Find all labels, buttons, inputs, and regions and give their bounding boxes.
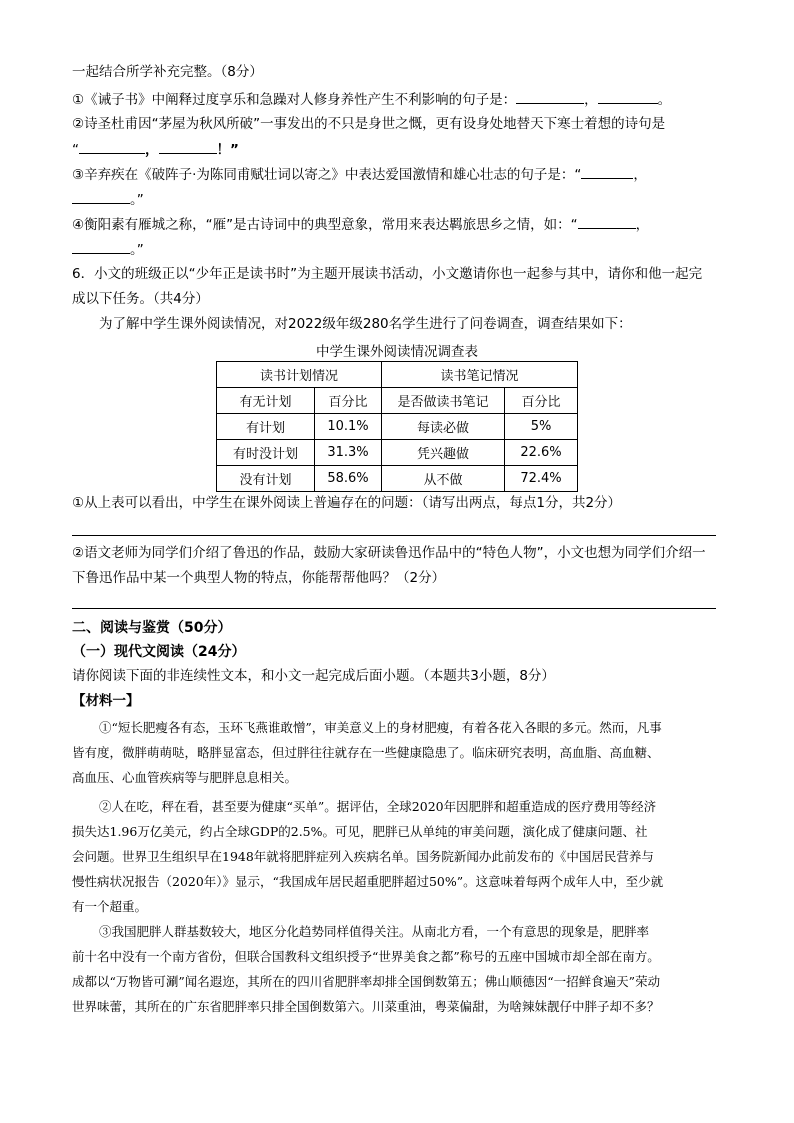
table-cell: 22.6% — [505, 440, 578, 466]
table-subheader-row — [217, 388, 578, 414]
q5-item-3 — [72, 164, 647, 185]
table-cell: 31.3% — [315, 440, 382, 466]
terminator: 。 — [657, 92, 672, 108]
q5-item-4-answer — [72, 239, 144, 260]
table-row — [217, 414, 578, 440]
q6-stem-line-2: 成以下任务。（共4分） — [72, 291, 209, 307]
separator: ， — [145, 142, 159, 158]
table-header-reading-notes: 读书笔记情况 — [382, 362, 578, 388]
material-paragraph-3-line: 成都以“万物皆可涮”闻名遐迩，其所在的四川省肥胖率却排全国倒数第五；佛山顺德因“一招鲜食遍天”荣动 — [72, 974, 661, 989]
answer-blank[interactable] — [79, 139, 145, 154]
answer-blank[interactable] — [578, 214, 636, 229]
material-paragraph-2-line: 慢性病状况报告（2020年）》显示，“我国成年居民超重肥胖超过50%”。这意味着每两个成年人中，至少就 — [72, 874, 664, 889]
material-paragraph-2-line: 会问题。世界卫生组织早在1948年就将肥胖症列入疾病名单。国务院新闻办此前发布的《中国居民营养与 — [72, 849, 654, 864]
table-header-reading-plan: 读书计划情况 — [217, 362, 382, 388]
q5-item-3-answer — [72, 189, 144, 210]
table-row — [217, 466, 578, 492]
table-col-percent: 百分比 — [505, 388, 578, 414]
separator: ， — [584, 92, 598, 108]
material-paragraph-2-line: 损失达1.96万亿美元，约占全球GDP的2.5%。可见，肥胖已从单纯的审美问题，演化成了健康问题、社 — [72, 824, 648, 839]
table-cell: 从不做 — [382, 466, 505, 492]
material-paragraph-1-line: 高血压、心血管疾病等与肥胖息息相关。 — [72, 770, 298, 785]
table-cell: 每读必做 — [382, 414, 505, 440]
material-paragraph-3-line: 前十名中没有一个南方省份，但联合国教科文组织授予“世界美食之都”称号的五座中国城市却全部在南方。 — [72, 949, 660, 964]
q5-intro-line: 一起结合所学补充完整。（8分） — [72, 64, 263, 80]
q5-item-1-text: ①《诫子书》中阐释过度享乐和急躁对人修身养性产生不利影响的句子是： — [72, 92, 517, 108]
quote-open: “ — [72, 142, 79, 158]
table-cell: 58.6% — [315, 466, 382, 492]
q5-item-2-answer — [72, 139, 239, 160]
q6-stem-line-1: 6．小文的班级正以“少年正是读书时”为主题开展读书活动，小文邀请你也一起参与其中，请你和他一起完 — [72, 266, 703, 282]
answer-line[interactable] — [72, 535, 716, 536]
q5-item-4-text: ④衡阳素有雁城之称，“雁”是古诗词中的典型意象，常用来表达羁旅思乡之情，如：“ — [72, 217, 578, 233]
answer-blank[interactable] — [159, 139, 217, 154]
table-cell: 没有计划 — [217, 466, 315, 492]
material-paragraph-2-line: 有一个超重。 — [72, 899, 148, 914]
q5-item-4 — [72, 214, 649, 235]
q6-sub-question-2-line-1: ②语文老师为同学们介绍了鲁迅的作品，鼓励大家研读鲁迅作品中的“特色人物”，小文也想为同学们介绍一 — [72, 545, 706, 561]
separator: ， — [633, 167, 647, 183]
q6-sub-question-1: ①从上表可以看出，中学生在课外阅读上普遍存在的问题：（请写出两点，每点1分，共2分） — [72, 495, 622, 511]
survey-table-title: 中学生课外阅读情况调查表 — [316, 344, 478, 360]
q5-item-1 — [72, 89, 671, 110]
answer-blank[interactable] — [516, 89, 584, 104]
answer-blank[interactable] — [72, 239, 130, 254]
table-cell: 72.4% — [505, 466, 578, 492]
table-header-row — [217, 362, 578, 388]
material-paragraph-3-line: ③我国肥胖人群基数较大，地区分化趋势同样值得关注。从南北方看，一个有意思的现象是，肥胖率 — [99, 924, 650, 939]
answer-line[interactable] — [72, 608, 716, 609]
material-label: 【材料一】 — [72, 693, 140, 709]
table-col-percent: 百分比 — [315, 388, 382, 414]
q5-item-3-text: ③辛弃疾在《破阵子·为陈同甫赋壮词以寄之》中表达爱国激情和雄心壮志的句子是：“ — [72, 167, 582, 183]
table-row — [217, 440, 578, 466]
answer-blank[interactable] — [581, 164, 633, 179]
table-cell: 有计划 — [217, 414, 315, 440]
material-paragraph-1-line: 皆有度，微胖萌萌哒，略胖显富态，但过胖往往就存在一些健康隐患了。临床研究表明，高血脂、高血糖、 — [72, 745, 660, 760]
material-paragraph-3-line: 世界味蕾，其所在的广东省肥胖率只排全国倒数第六。川菜重油，粤菜偏甜，为啥辣妹靓仔中胖子却不多？ — [72, 999, 660, 1014]
material-paragraph-1-line: ①“短长肥瘦各有态，玉环飞燕谁敢憎”，审美意义上的身材肥瘦，有着各花入各眼的多元。然而，凡事 — [99, 720, 662, 735]
q5-item-2: ②诗圣杜甫因“茅屋为秋风所破”一事发出的不只是身世之慨，更有设身处地替天下寒士着想的诗句是 — [72, 116, 666, 132]
answer-blank[interactable] — [72, 189, 130, 204]
separator: ， — [635, 217, 650, 233]
table-cell: 5% — [505, 414, 578, 440]
answer-blank[interactable] — [598, 89, 658, 104]
subsection-title: （一）现代文阅读（24分） — [72, 644, 246, 660]
survey-table — [216, 361, 578, 492]
table-col-takes-notes: 是否做读书笔记 — [382, 388, 505, 414]
terminator: 。” — [130, 242, 144, 258]
q6-sub-question-2-line-2: 下鲁迅作品中某一个典型人物的特点，你能帮帮他吗？（2分） — [72, 570, 446, 586]
section-title: 二、阅读与鉴赏（50分） — [72, 620, 232, 636]
table-cell: 10.1% — [315, 414, 382, 440]
table-col-has-plan: 有无计划 — [217, 388, 315, 414]
material-paragraph-2-line: ②人在吃，秤在看，甚至要为健康“买单”。据评估，全球2020年因肥胖和超重造成的医疗费用等经济 — [99, 799, 657, 814]
table-cell: 有时没计划 — [217, 440, 315, 466]
reading-instruction: 请你阅读下面的非连续性文本，和小文一起完成后面小题。（本题共3小题，8分） — [72, 668, 555, 684]
q6-survey-intro: 为了解中学生课外阅读情况，对2022级年级280名学生进行了问卷调查，调查结果如下： — [99, 316, 632, 332]
table-cell: 凭兴趣做 — [382, 440, 505, 466]
terminator: 。” — [130, 192, 144, 208]
terminator: ！” — [216, 142, 239, 158]
